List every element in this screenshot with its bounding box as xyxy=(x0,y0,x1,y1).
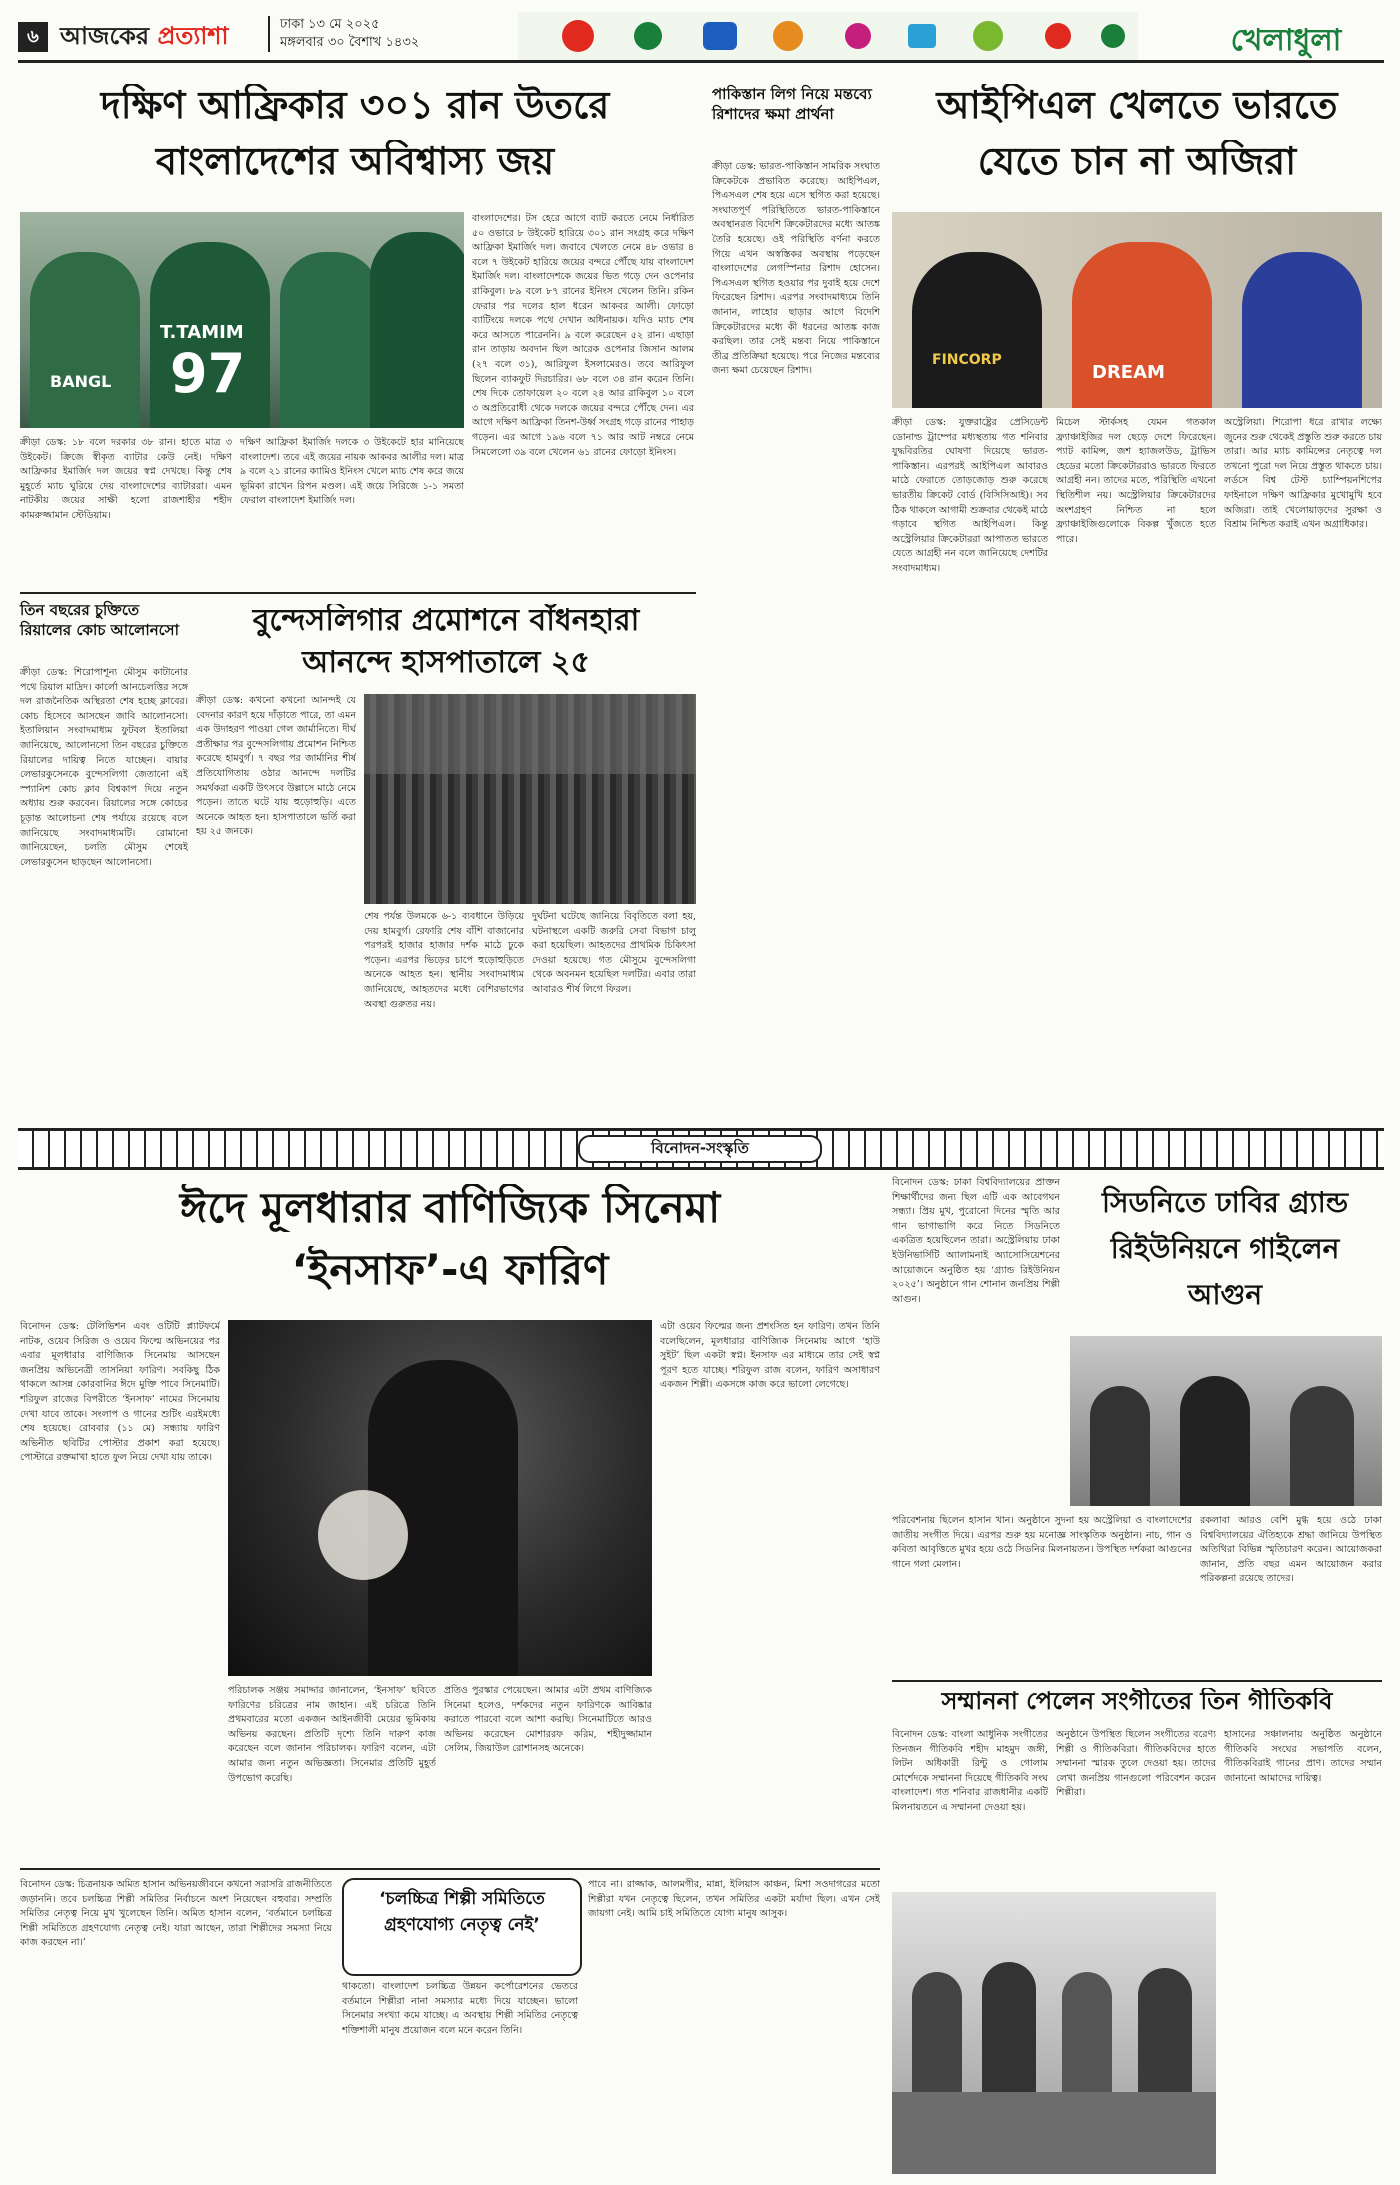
player-figure xyxy=(1072,242,1212,408)
film-society-headline-box xyxy=(342,1878,582,1976)
ipl-photo xyxy=(892,212,1382,408)
bundesliga-body-left: ক্রীড়া ডেস্ক: কখনো কখনো আনন্দই যে বেদনার কারণ হয়ে দাঁড়াতে পারে, তা এমন এক উদাহরণ পাওয়া গেল জার্মানিতে। দীর্ঘ প্রতীক্ষার পর বুন্দেসলিগায় প্রমোশন নিশ্চিত করেছে হামবুর্গ। ৭ বছর পর জার্মানির শীর্ষ প্রতিযোগিতায় ওঠার আনন্দে দলটির সমর্থকরা একটি উৎসবে উল্লাসে মাঠে নেমে পড়েন। তাতে ঘটে যায় হুড়োহুড়ি। এতে অনেকে আহত হন। হাসপাতালে ভর্তি করা হয় ২৫ জনকে। xyxy=(196,695,356,838)
sports-icon xyxy=(773,21,803,51)
insaf-body-col3: প্রতিও পুরস্কার পেয়েছেন। আমার এটা প্রথম বাণিজ্যিক সিনেমা হলেও, দর্শকদের নতুন ফারিণকে আবিষ্কার করাতে পারবো বলে আশা করছি। সিনেমাটিতে আরও অভিনয় করেছেন মোশাররফ করিম, শহীদুজ্জামান সেলিম, জিয়াউল রোশানসহ অনেকে। xyxy=(444,1685,652,1755)
ipl-body-col3: অস্ট্রেলিয়া। শিরোপা ধরে রাখার লক্ষ্যে জুনের শুরু থেকেই প্রস্তুতি শুরু করতে চায় তারা। আর ম্যাচ কামিন্সের নেতৃত্বে দল তখনো পুরো দল নিয়ে প্রস্তুত থাকতে চায়। লর্ডসে বিশ্ব টেস্ট চ্যাম্পিয়নশিপের ফাইনালে দক্ষিণ আফ্রিকার মুখোমুখি হবে অজিরা। তাই খেলোয়াড়দের সুরক্ষা ও বিশ্রাম নিশ্চিত করাই এখন অগ্রাধিকার। xyxy=(1224,417,1382,531)
sa-win-headline-1: দক্ষিণ আফ্রিকার ৩০১ রান উতরে xyxy=(100,84,610,127)
bundesliga-body-mid: শেষ পর্যন্ত উলমকে ৬-১ ব্যবধানে উড়িয়ে দেয় হামবুর্গ। রেফারি শেষ বাঁশি বাজানোর পরপরই হাজার হাজার দর্শক মাঠে ঢুকে পড়েন। এরপর ভিড়ের চাপে হুড়োহুড়িতে অনেকে আহত হন। স্থানীয় সংবাদমাধ্যম জানিয়েছে, আহতদের মধ্যে বেশিরভাগের অবস্থা গুরুতর নয়। xyxy=(364,911,524,1010)
sa-win-body-bottom-right: দক্ষিণ আফ্রিকা ইমার্জিং দলকে ৩ উইকেটে হার মানিয়েছে বাংলাদেশ। তবে এই জয়ের নায়ক আকবর আলীর দল। মাত্র ৯ বলে ২১ রানের ক্যামিও ইনিংস খেলে ম্যাচ শেষ করে জয়ে ভূমিকা রাখেন রিপন মণ্ডল। এই জয়ে সিরিজে ১-১ সমতা ফেরাল বাংলাদেশ ইমার্জিং দল। xyxy=(240,437,464,507)
entertainment-bar xyxy=(18,1128,1384,1170)
guest-figure xyxy=(1138,1968,1192,2092)
sydney-body-bottom-right: রকলাবা আরও বেশি মুগ্ধ হয়ে ওঠে ঢাকা বিশ্ববিদ্যালয়ের ঐতিহ্যকে শ্রদ্ধা জানিয়ে উপস্থিত অতিথিরা বিভিন্ন স্মৃতিচারণ করেন। আয়োজকরা জানান, প্রতি বছর এমন আয়োজন করার পরিকল্পনা রয়েছে তাদের। xyxy=(1200,1515,1382,1585)
photo-text-1: FINCORP xyxy=(932,352,1002,368)
sydney-body-top: বিনোদন ডেস্ক: ঢাকা বিশ্ববিদ্যালয়ের প্রাক্তন শিক্ষার্থীদের জন্য ছিল এটি এক আবেগঘন সন্ধ্যা। প্রিয় মুখ, পুরোনো দিনের স্মৃতি আর গান ভাগাভাগি করে নিতে সিডনিতে একত্রিত হয়েছিলেন তারা। অস্ট্রেলিয়ায় ঢাকা ইউনিভার্সিটি অ্যালামনাই অ্যাসোসিয়েশনের আয়োজনে অনুষ্ঠিত হয় ‘গ্র্যান্ড রিইউনিয়ন ২০২৫’। অনুষ্ঠানে গান শোনান জনপ্রিয় শিল্পী আগুন। xyxy=(892,1177,1060,1305)
sports-banner xyxy=(518,12,1138,60)
divider xyxy=(892,1680,1382,1682)
sports-icon xyxy=(1101,24,1125,48)
crowd-overlay xyxy=(364,694,696,774)
insaf-headline-2: ‘ইনসাফ’-এ ফারিণ xyxy=(291,1246,609,1294)
guest-figure xyxy=(982,1962,1036,2092)
paper-name-b: প্রত্যাশা xyxy=(157,22,229,50)
ipl-headline-2: যেতে চান না অজিরা xyxy=(977,140,1297,183)
sports-icon xyxy=(845,23,871,49)
insaf-headline-1: ঈদে মূলধারার বাণিজ্যিক সিনেমা xyxy=(179,1184,721,1232)
sydney-photo xyxy=(1070,1336,1382,1506)
lyricists-body-col2: অনুষ্ঠানে উপস্থিত ছিলেন সংগীতের বরেণ্য শিল্পী ও গীতিকবিরা। গীতিকবিদের হাতে সম্মাননা স্মারক তুলে দেওয়া হয়। তাদের লেখা জনপ্রিয় গানগুলো পরিবেশন করেন শিল্পীরা। xyxy=(1056,1729,1216,1799)
player-figure xyxy=(280,252,380,428)
flower-bouquet xyxy=(318,1490,408,1580)
ipl-headline-1: আইপিএল খেলতে ভারতে xyxy=(936,84,1338,127)
paper-name-a: আজকের xyxy=(60,22,150,50)
jersey-number: 97 xyxy=(170,342,246,405)
ipl-body-col2: মিচেল স্টার্কসহ যেমন গতকাল ফ্র্যাঞ্চাইজির দল ছেড়ে দেশে ফিরেছেন। প্যাট কামিন্স, জশ হ্যাজলউড, ট্রাভিস হেডের মতো ক্রিকেটাররাও ভারতে ফিরতে আগ্রহী নন। তাদের মতে, পরিস্থিতি এখনো স্থিতিশীল নয়। অস্ট্রেলিয়ার ক্রিকেটারদের অংশগ্রহণ নিশ্চিত না হলে ফ্র্যাঞ্চাইজিগুলোকে বিকল্প খুঁজতে হতে পারে। xyxy=(1056,417,1216,545)
jersey-text: BANGL xyxy=(50,372,112,391)
real-coach-body: ক্রীড়া ডেস্ক: শিরোপাশূন্য মৌসুম কাটানোর পথে রিয়াল মাদ্রিদ। কার্লো আনচেলত্তির সঙ্গে দল রাজনৈতিক অস্থিরতা শেষ হচ্ছে ক্লাবের। কোচ হিসেবে আসছেন জাবি আলোনসো। ইতালিয়ান সংবাদমাধ্যম ফুটবল ইতালিয়া জানিয়েছে, আলোনসো তিন বছরের চুক্তিতে রিয়ালের দায়িত্ব নিতে যাচ্ছেন। বায়ার লেভারকুসেনকে বুন্দেসলিগা জেতানো এই স্প্যানিশ কোচ ক্লাব বিশ্বকাপ দিয়ে নতুন অধ্যায় শুরু করবেন। রিয়ালের সঙ্গে কোচের চূড়ান্ত আলোচনা শেষ পর্যায়ে রয়েছে বলে জানিয়েছে সংবাদমাধ্যমটি। রোমানো জানিয়েছেন, চলতি মৌসুম শেষেই লেভারকুসেন ছাড়ছেন আলোনসো। xyxy=(20,667,188,868)
sa-win-body-right: বাংলাদেশের। টস হেরে আগে ব্যাট করতে নেমে নির্ধারিত ৫০ ওভারে ৮ উইকেট হারিয়ে ৩০১ রান সংগ্রহ করে দক্ষিণ আফ্রিকা ইমার্জিং দল। জবাবে খেলতে নেমে ৪৮ ওভার ৪ বলে ৭ উইকেট হারিয়ে জয়ের বন্দরে পৌঁছে যায় বাংলাদেশ ইমার্জিং দল। বাংলাদেশকে জয়ের ভিত গড়ে দেন ওপেনার রাকিবুল। ৮৯ বলে ৮৭ রানের ইনিংস খেলেন তিনি। রকিন ফেরার পর দলের হাল ধরেন আকবর আলী। ফোড়ো ব্যাটিংয়ে দলকে পথে দেখান অধিনায়ক। যদিও ম্যাচ শেষ করে আসতে পারেননি। ৯ বলে করেছেন ৫২ রান। এছাড়া রান তাড়ায় অবদান ছিল আরেক ওপেনার জিসান আলম (২৭ বলে ৩১), আরিফুল ইসলামেরও। তবে আরিফুল ছিলেন ব্যাকফুট দিরচারির। ৬৮ বলে ৩৪ রান করেন তিনি। শেষ দিকে তোফায়েল ২০ বলে ২৪ আর রাকিবুল ১০ বলে ৩ অপ্রতিরোধী থেকে দলকে জয়ের বন্দরে পৌঁছে দেন। এর আগে দক্ষিণ আফ্রিকা তিনশ-উর্ধ্ব সংগ্রহ গড়ে রানের পাহাড় গড়েন। এর আগে ১৯৬ বলে ৭১ আর আট নম্বরে নেমে সিমলেলো ৩৯ বলে খেলেন ৬১ রানের ফোড়ো ইনিংস। xyxy=(472,213,694,458)
insaf-body-col1: বিনোদন ডেস্ক: টেলিভিশন এবং ওটিটি প্ল্যাটফর্মে নাটক, ওয়েব সিরিজ ও ওয়েব ফিল্মে অভিনয়ের পর এবার মূলধারার বাণিজ্যিক সিনেমায় আসছেন জনপ্রিয় অভিনেত্রী তাসনিয়া ফারিণ। সবকিছু ঠিক থাকলে আসন্ন কোরবানির ঈদে মুক্তি পাবে সিনেমাটি। শরিফুল রাজের বিপরীতে ‘ইনসাফ’ নামের সিনেমায় দেখা যাবে তাকে। সংলাপ ও গানের শুটিং এরইমধ্যে শেষ হয়েছে। রোববার (১১ মে) সন্ধ্যায় ফারিণ অভিনীত ছবিটির পোস্টার প্রকাশ করা হয়েছে। পোস্টারে রক্তমাখা হাতে ফুল নিয়ে দেখা যায় তাকে। xyxy=(20,1321,220,1464)
date-line-1: ঢাকা ১৩ মে ২০২৫ xyxy=(280,17,380,32)
guest-figure xyxy=(1062,1972,1112,2092)
lyricists-body-col3: হাসানের সঞ্চালনায় অনুষ্ঠিত অনুষ্ঠানে গীতিকবি সংঘের সভাপতি বলেন, গীতিকবিরাই গানের প্রাণ। তাদের সম্মান জানানো আমাদের দায়িত্ব। xyxy=(1224,1729,1382,1784)
bundesliga-body-right: দুর্ঘটনা ঘটেছে জানিয়ে বিবৃতিতে বলা হয়, ঘটনাস্থলে একটি জরুরি সেবা বিভাগ চালু করা হয়েছিল। আহতদের প্রাথমিক চিকিৎসা দেওয়া হয়েছে। গত মৌসুমে বুন্দেসলিগা থেকে অবনমন হয়েছিল দলটির। এবার তারা আবারও শীর্ষ লিগে ফিরল। xyxy=(532,911,696,995)
player-figure xyxy=(30,252,140,428)
lyricists-photo xyxy=(892,1892,1216,2174)
film-society-headline: ‘চলচ্চিত্র শিল্পী সমিতিতে গ্রহণযোগ্য নেতৃত্ব নেই’ xyxy=(379,1889,545,1935)
sports-icon xyxy=(908,24,936,48)
pakistan-league-headline: পাকিস্তান লিগ নিয়ে মন্তব্যে রিশাদের ক্ষমা প্রার্থনা xyxy=(712,85,872,123)
sports-icon xyxy=(1045,23,1071,49)
film-society-body-col1: বিনোদন ডেস্ক: চিত্রনায়ক অমিত হাসান অভিনয়জীবনে কখনো সরাসরি রাজনীতিতে জড়াননি। তবে চলচ্চিত্র শিল্পী সমিতির নির্বাচনে অংশ নিয়েছেন বহুবার। সম্প্রতি সমিতির নেতৃত্ব নিয়ে মুখ খুলেছেন তিনি। অমিত হাসান বলেন, ‘বর্তমানে চলচ্চিত্র শিল্পী সমিতিতে গ্রহণযোগ্য নেতৃত্ব নেই। যারা আছেন, তারা শিল্পীদের সমস্যা নিয়ে কাজ করছেন না।’ xyxy=(20,1879,332,1949)
sports-icon xyxy=(562,20,594,52)
divider xyxy=(20,592,696,594)
player-figure xyxy=(912,252,1042,408)
lyricists-body-col1: বিনোদন ডেস্ক: বাংলা আধুনিক সংগীতের তিনজন গীতিকবি শহীদ মাহমুদ জঙ্গী, লিটন অধিকারী রিন্টু ও গোলাম মোর্শেদকে সম্মাননা দিয়েছে গীতিকবি সংঘ বাংলাদেশ। গত শনিবার রাজধানীর একটি মিলনায়তনে এ সম্মাননা দেওয়া হয়। xyxy=(892,1729,1048,1813)
performer-figure xyxy=(1290,1386,1354,1506)
sports-icon xyxy=(634,22,662,50)
bundesliga-headline-2: আনন্দে হাসপাতালে ২৫ xyxy=(302,646,590,680)
sa-win-body-bottom-left: ক্রীড়া ডেস্ক: ১৮ বলে দরকার ৩৮ রান। হাতে মাত্র ৩ উইকেট। ক্রিজে স্বীকৃত ব্যাটার কেউ নেই। দক্ষিণ আফ্রিকার ইমার্জিং দল জয়ের স্বপ্ন দেখছে। কিন্তু শেষ মুহূর্তে ম্যাচ ঘুরিয়ে দেয় বাংলাদেশের ব্যাটাররা। এমন নাটকীয় জয়ের সাক্ষী হলো রাজশাহীর শহীদ কামরুজ্জামান স্টেডিয়াম। xyxy=(20,437,232,521)
insaf-photo xyxy=(228,1320,652,1676)
pakistan-league-body: ক্রীড়া ডেস্ক: ভারত-পাকিস্তান সামরিক সংঘাত ক্রিকেটকে প্রভাবিত করেছে। আইপিএল, পিএসএল শেষ হয়ে এসে স্থগিত করা হয়েছে। সংঘাতপূর্ণ পরিস্থিতিতে ভারত-পাকিস্তানে অবস্থানরত বিদেশি ক্রিকেটারদের মধ্যে আতঙ্ক তৈরি হয়েছে। ওই পরিস্থিতি বর্ণনা করতে গিয়ে এখন অস্বস্তিকর অবস্থায় পড়েছেন বাংলাদেশের লেগস্পিনার রিশাদ হোসেন। পিএসএল স্থগিত হওয়ার পর দুবাই হয়ে দেশে ফিরেছেন রিশাদ। এরপর সংবাদমাধ্যমে তিনি জানান, লাহোর ছাড়ার আগে বিদেশি ক্রিকেটারদের মধ্যে কী ধরনের আতঙ্ক কাজ করছিল। তার সেই মন্তব্য নিয়ে পাকিস্তানে তীব্র প্রতিক্রিয়া হয়েছে। পরে নিজের মন্তব্যের জন্য ক্ষমা চেয়েছেন রিশাদ। xyxy=(712,161,880,377)
sa-win-photo xyxy=(20,212,464,428)
jersey-name: T.TAMIM xyxy=(160,322,244,343)
sydney-headline: সিডনিতে ঢাবির গ্র্যান্ড রিইউনিয়নে গাইলেন আগুন xyxy=(1101,1186,1349,1311)
masthead xyxy=(18,12,1384,63)
photo-text-2: DREAM xyxy=(1092,362,1165,383)
film-society-body-col2: থাকতো। বাংলাদেশ চলচ্চিত্র উন্নয়ন কর্পোরেশনের ভেতরে বর্তমানে শিল্পীরা নানা সমস্যার মধ্যে দিয়ে যাচ্ছেন। ভালো সিনেমার সংখ্যা কমে যাচ্ছে। এ অবস্থায় শিল্পী সমিতির নেতৃত্বে শক্তিশালী মানুষ প্রয়োজন বলে মনে করেন তিনি। xyxy=(342,1981,578,2036)
performer-figure xyxy=(1180,1376,1250,1506)
sydney-headline-box xyxy=(1070,1180,1380,1328)
sydney-body-bottom: পরিবেশনায় ছিলেন হাসান খান। অনুষ্ঠানে সুদনা হয় অস্ট্রেলিয়া ও বাংলাদেশের জাতীয় সংগীত দিয়ে। এরপর শুরু হয় মনোজ্ঞ সাংস্কৃতিক অনুষ্ঠান। নাচ, গান ও কবিতা আবৃত্তিতে মুখর হয়ে ওঠে সিডনির মিলনায়তন। উপস্থিত দর্শকরা আগুনের গানে গলা মেলান। xyxy=(892,1515,1192,1570)
section-title: খেলাধুলা xyxy=(1230,23,1342,58)
ipl-body-col1: ক্রীড়া ডেস্ক: যুক্তরাষ্ট্রের প্রেসিডেন্ট ডোনাল্ড ট্রাম্পের মধ্যস্থতায় গত শনিবার যুদ্ধবিরতির ঘোষণা দিয়েছে ভারত-পাকিস্তান। এরপরই আইপিএল আবারও মাঠে ফেরাতে তোড়জোড় শুরু করেছে ভারতীয় ক্রিকেট বোর্ড (বিসিসিআই)। সব ঠিক থাকলে আগামী শুক্রবার থেকেই মাঠে গড়াবে স্থগিত আইপিএল। কিন্তু অস্ট্রেলিয়ার ক্রিকেটাররা আপাতত ভারতে যেতে আগ্রহী নন বলে জানিয়েছে দেশটির সংবাদমাধ্যম। xyxy=(892,417,1048,574)
insaf-body-col4: এটা ওয়েব ফিল্মের জন্য প্রশংসিত হন ফারিণ। তখন তিনি বলেছিলেন, মূলধারার বাণিজ্যিক সিনেমায় আগে ‘হাউ সুইট’ ছিল একটা স্বপ্ন। ইনসাফ এর মাধ্যমে তার সেই স্বপ্ন পূরণ হতে যাচ্ছে। শরিফুল রাজ বলেন, ফারিণ অসাধারণ একজন শিল্পী। একসঙ্গে কাজ করে ভালো লেগেছে। xyxy=(660,1321,880,1391)
sports-icon xyxy=(973,21,1003,51)
player-figure xyxy=(1242,252,1362,408)
entertainment-label: বিনোদন-সংস্কৃতি xyxy=(578,1135,822,1163)
stage-table xyxy=(892,2092,1216,2174)
bundesliga-photo xyxy=(364,694,696,904)
real-coach-headline: তিন বছরের চুক্তিতে রিয়ালের কোচ আলোনসো xyxy=(20,601,179,639)
pakistan-league-box xyxy=(708,80,884,1124)
paper-name xyxy=(60,18,228,58)
date-line-2: মঙ্গলবার ৩০ বৈশাখ ১৪৩২ xyxy=(280,35,420,50)
divider xyxy=(20,1868,880,1870)
lyricists-headline: সম্মাননা পেলেন সংগীতের তিন গীতিকবি xyxy=(941,1688,1333,1715)
guest-figure xyxy=(912,1972,962,2092)
insaf-body-col2: পরিচালক সঞ্জয় সমাদ্দার জানালেন, ‘ইনসাফ’ ছবিতে ফারিণের চরিত্রের নাম জাহান। এই চরিত্রে তিনি প্রথমবারের মতো একজন আইনজীবী মেয়ের ভূমিকায় অভিনয় করছেন। প্রতিটি দৃশ্যে তিনি দারুণ কাজ করেছেন বলে জানান পরিচালক। ফারিণ বলেন, এটা আমার জন্য নতুন অভিজ্ঞতা। সিনেমার প্রতিটি মুহূর্ত উপভোগ করেছি। xyxy=(228,1685,436,1784)
player-figure xyxy=(370,232,464,428)
performer-figure xyxy=(1090,1386,1150,1506)
date-block xyxy=(268,16,419,52)
sa-win-headline-2: বাংলাদেশের অবিশ্বাস্য জয় xyxy=(155,140,555,183)
bundesliga-headline-1: বুন্দেসলিগার প্রমোশনে বাঁধনহারা xyxy=(252,604,640,638)
sports-icon xyxy=(703,22,737,50)
film-society-body-col3: পাবে না। রাজ্জাক, আলমগীর, মান্না, ইলিয়াস কাঞ্চন, মিশা সওদাগরের মতো শিল্পীরা যখন নেতৃত্বে ছিলেন, তখন সমিতির একটা মর্যাদা ছিল। এখন সেই জায়গা নেই। আমি চাই সমিতিতে যোগ্য মানুষ আসুক। xyxy=(588,1879,880,1920)
page-number: ৬ xyxy=(18,22,48,52)
